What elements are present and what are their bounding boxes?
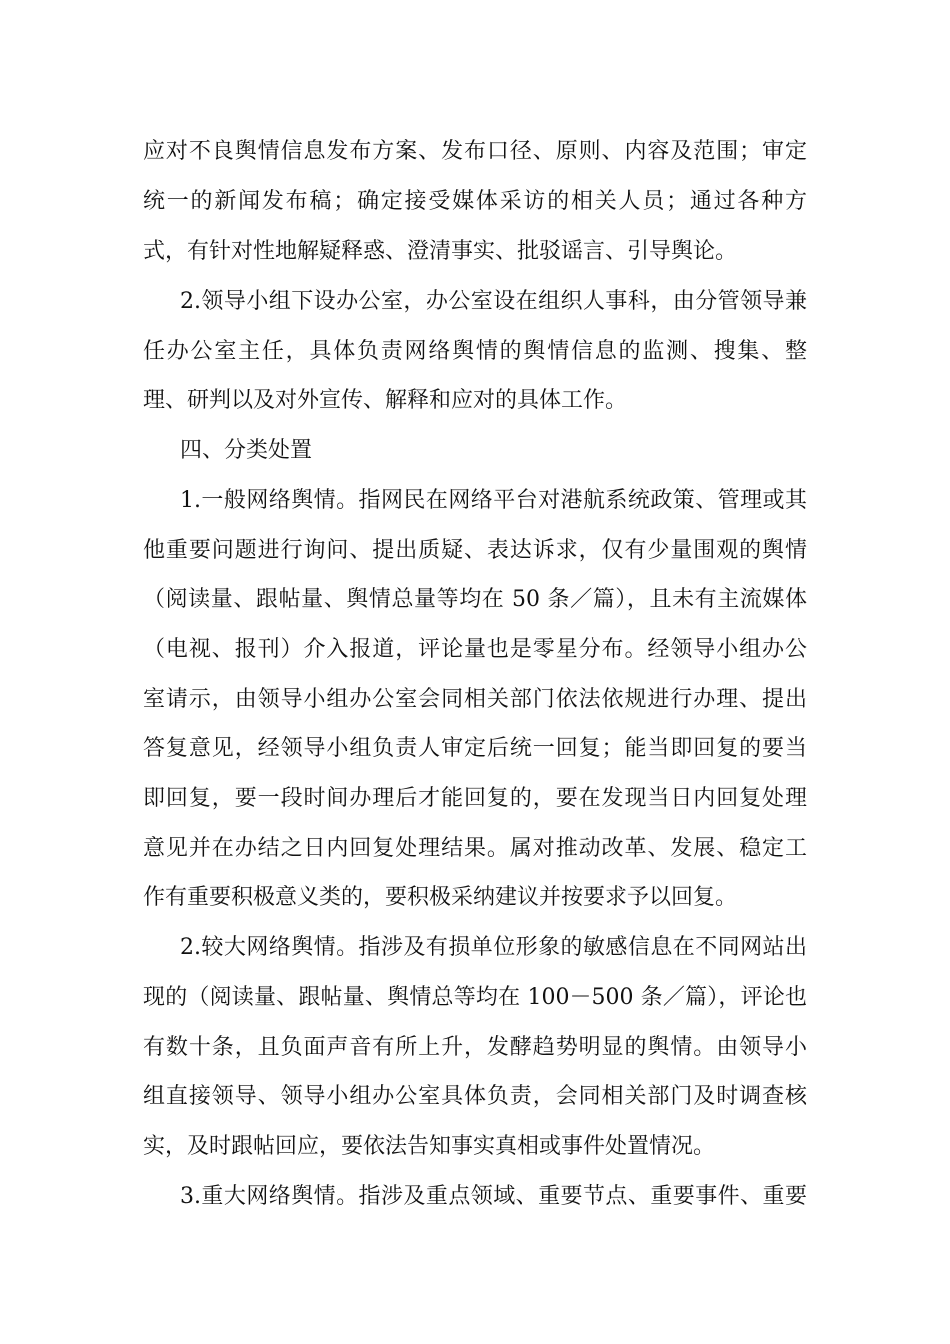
text-line: 有数十条，且负面声音有所上升，发酵趋势明显的舆情。由领导小	[143, 1035, 807, 1060]
paragraph-start-line: 1.一般网络舆情。指网民在网络平台对港航系统政策、管理或其	[180, 488, 807, 513]
text-line: 应对不良舆情信息发布方案、发布口径、原则、内容及范围；审定	[143, 139, 807, 164]
section-heading: 四、分类处置	[180, 438, 313, 463]
text-line: 作有重要积极意义类的，要积极采纳建议并按要求予以回复。	[143, 885, 738, 910]
paragraph-start-line: 3.重大网络舆情。指涉及重点领域、重要节点、重要事件、重要	[180, 1184, 807, 1209]
text-line: 组直接领导、领导小组办公室具体负责，会同相关部门及时调查核	[143, 1084, 807, 1109]
text-line: 任办公室主任，具体负责网络舆情的舆情信息的监测、搜集、整	[143, 339, 807, 364]
text-line: （电视、报刊）介入报道，评论量也是零星分布。经领导小组办公	[143, 637, 807, 662]
text-line: 式，有针对性地解疑释惑、澄清事实、批驳谣言、引导舆论。	[143, 239, 738, 264]
paragraph-start-line: 2.领导小组下设办公室，办公室设在组织人事科，由分管领导兼	[180, 289, 807, 314]
text-line: 即回复，要一段时间办理后才能回复的，要在发现当日内回复处理	[143, 786, 807, 811]
text-line: （阅读量、跟帖量、舆情总量等均在 50 条／篇），且未有主流媒体	[143, 587, 807, 612]
text-line: 理、研判以及对外宣传、解释和应对的具体工作。	[143, 388, 628, 413]
text-line: 现的（阅读量、跟帖量、舆情总等均在 100－500 条／篇），评论也	[143, 985, 807, 1010]
text-line: 答复意见，经领导小组负责人审定后统一回复；能当即回复的要当	[143, 736, 807, 761]
text-line: 实，及时跟帖回应，要依法告知事实真相或事件处置情况。	[143, 1134, 716, 1159]
text-line: 他重要问题进行询问、提出质疑、表达诉求，仅有少量围观的舆情	[143, 538, 807, 563]
paragraph-start-line: 2.较大网络舆情。指涉及有损单位形象的敏感信息在不同网站出	[180, 935, 807, 960]
text-line: 室请示，由领导小组办公室会同相关部门依法依规进行办理、提出	[143, 687, 807, 712]
text-line: 意见并在办结之日内回复处理结果。属对推动改革、发展、稳定工	[143, 836, 807, 861]
text-line: 统一的新闻发布稿；确定接受媒体采访的相关人员；通过各种方	[143, 189, 807, 214]
